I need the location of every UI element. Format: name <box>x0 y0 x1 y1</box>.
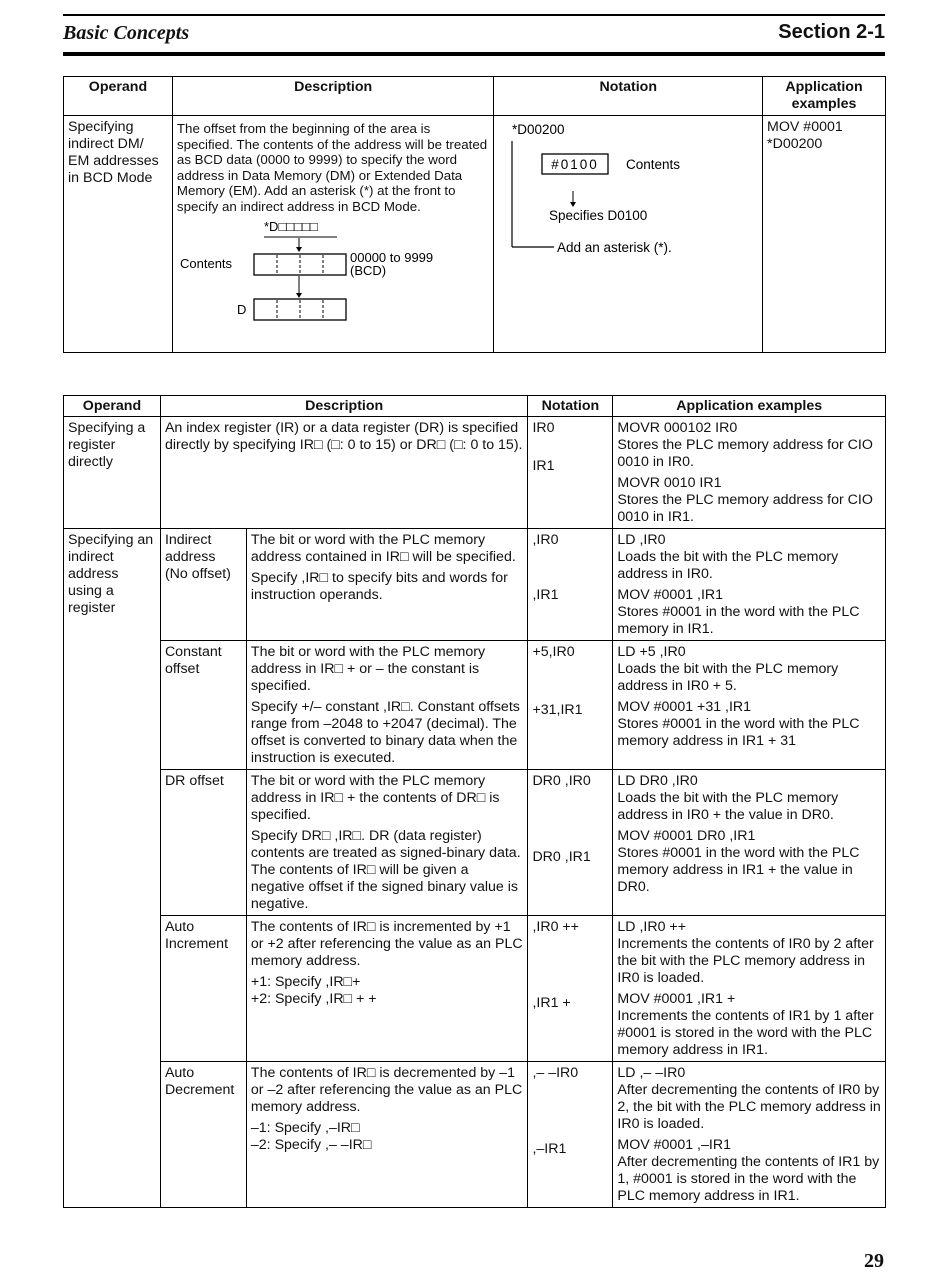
description-text: –2: Specify ,– –IR□ <box>250 1137 372 1153</box>
example-code: MOV #0001 DR0 ,IR1 <box>617 828 756 844</box>
description-text: The bit or word with the PLC memory address in IR□ + the contents of DR□ is specified. <box>250 773 500 823</box>
notation-contents: Contents <box>626 157 681 172</box>
notation-line: ,IR1 + <box>532 995 571 1011</box>
description-text: The contents of IR□ is incremented by +1 or +2 after referencing the value as an PLC memory address. <box>250 919 523 969</box>
col-operand: Operand <box>64 77 173 116</box>
example-text: Stores the PLC memory address for CIO 0010 in IR1. <box>617 492 873 525</box>
examples-cell <box>613 641 886 770</box>
col-description: Description <box>160 396 528 417</box>
description-text: Specify +/– constant ,IR□. Constant offsets range from –2048 to +2047 (decimal). The offset is converted to binary data when the instruction is executed. <box>250 699 520 766</box>
table-row-direct <box>64 417 886 529</box>
example-code: LD ,IR0 <box>617 532 666 548</box>
notation-line: +5,IR0 <box>532 644 575 660</box>
notation-line: ,– –IR0 <box>532 1065 579 1081</box>
notation-cell <box>528 529 613 641</box>
col-notation: Notation <box>494 77 763 116</box>
notation-cell <box>528 916 613 1062</box>
bcd-mode-table <box>63 76 886 353</box>
notation-cell <box>528 417 613 529</box>
description-text: The offset from the beginning of the area is specified. The contents of the address will be treated as BCD data (0000 to 9999) to specify the word address in Data Memory (DM) or Extended Data Memory (EM). Add an asterisk (*) at the front to specify an indirect address in BCD Mode. <box>176 121 488 214</box>
example-text: Stores the PLC memory address for CIO 0010 in IR0. <box>617 437 873 470</box>
notation-diagram <box>498 119 758 339</box>
notation-line: DR0 ,IR0 <box>532 773 591 789</box>
operand-cell: Specifying indirect DM/ EM addresses in BCD Mode <box>64 116 173 353</box>
register-addressing-table <box>63 395 886 1208</box>
diagram-contents-label: Contents <box>179 256 232 271</box>
example-line: *D00200 <box>767 136 823 152</box>
notation-cell <box>528 641 613 770</box>
notation-line: DR0 ,IR1 <box>532 849 591 865</box>
table-row-indirect <box>64 529 886 641</box>
operand-cell: Specifying a register directly <box>64 417 161 529</box>
diagram-d-label: D <box>236 302 247 317</box>
sub-operand-cell: Auto Increment <box>160 916 246 1062</box>
diagram-range-unit: (BCD) <box>349 263 387 278</box>
example-code: MOV #0001 ,IR1 <box>617 587 724 603</box>
example-text: Stores #0001 in the word with the PLC memory address in IR1 + the value in DR0. <box>617 845 860 895</box>
description-text: –1: Specify ,–IR□ <box>250 1120 360 1136</box>
example-code: MOV #0001 ,IR1 + <box>617 991 736 1007</box>
description-text: The contents of IR□ is decremented by –1 or –2 after referencing the value as an PLC memory address. <box>250 1065 523 1115</box>
bcd-diagram <box>177 214 490 344</box>
examples-cell <box>613 529 886 641</box>
examples-cell <box>763 116 886 353</box>
description-cell <box>246 1062 528 1208</box>
table-header-row <box>64 77 886 116</box>
notation-line: ,IR1 <box>532 587 559 603</box>
col-notation: Notation <box>528 396 613 417</box>
example-code: LD ,IR0 ++ <box>617 919 687 935</box>
example-code: MOVR 0010 IR1 <box>617 475 722 491</box>
example-text: Loads the bit with the PLC memory address in IR0 + 5. <box>617 661 839 694</box>
col-description: Description <box>172 77 494 116</box>
notation-line: IR0 <box>532 420 555 436</box>
chapter-title: Basic Concepts <box>63 22 190 44</box>
notation-diagram-svg <box>498 119 760 339</box>
example-text: Loads the bit with the PLC memory address in IR0 + the value in DR0. <box>617 790 839 823</box>
example-code: LD +5 ,IR0 <box>617 644 686 660</box>
example-text: Stores #0001 in the word with the PLC memory in IR1. <box>617 604 860 637</box>
example-code: LD DR0 ,IR0 <box>617 773 698 789</box>
col-examples: Application examples <box>613 396 886 417</box>
description-cell <box>246 770 528 916</box>
description-cell <box>246 641 528 770</box>
description-cell: An index register (IR) or a data register (DR) is specified directly by specifying IR□ (□: 0 to 15) or DR□ (□: 0 to 15). <box>160 417 528 529</box>
page-header <box>63 14 885 56</box>
notation-cell <box>528 770 613 916</box>
description-cell <box>246 916 528 1062</box>
description-text: Specify ,IR□ to specify bits and words for instruction operands. <box>250 570 508 603</box>
example-code: MOVR 000102 IR0 <box>617 420 738 436</box>
example-text: After decrementing the contents of IR0 by 2, the bit with the PLC memory address in IR0 is loaded. <box>617 1082 881 1132</box>
table-row-auto-decrement <box>64 1062 886 1208</box>
diagram-top-label: *D□□□□□ <box>263 219 318 234</box>
description-text: The bit or word with the PLC memory address in IR□ + or – the constant is specified. <box>250 644 486 694</box>
notation-line: ,IR0 <box>532 532 559 548</box>
example-text: Stores #0001 in the word with the PLC memory address in IR1 + 31 <box>617 716 860 749</box>
table-row-auto-increment <box>64 916 886 1062</box>
examples-cell <box>613 770 886 916</box>
notation-specifies: Specifies D0100 <box>549 208 648 223</box>
sub-operand-cell: Indirect address (No offset) <box>160 529 246 641</box>
description-cell <box>246 529 528 641</box>
bcd-diagram-svg <box>177 214 491 344</box>
page-number: 29 <box>864 1250 884 1272</box>
notation-asterisk: Add an asterisk (*). <box>557 240 673 255</box>
example-code: LD ,– –IR0 <box>617 1065 686 1081</box>
diagram-range-label: 00000 to 9999 <box>349 250 434 265</box>
section-number: Section 2-1 <box>778 21 885 43</box>
description-text: The bit or word with the PLC memory address contained in IR□ will be specified. <box>250 532 516 565</box>
table-header-row <box>64 396 886 417</box>
sub-operand-cell: Constant offset <box>160 641 246 770</box>
description-cell <box>172 116 494 353</box>
description-text: +2: Specify ,IR□ + + <box>250 991 377 1007</box>
example-text: Increments the contents of IR0 by 2 after the bit with the PLC memory address in IR0 is loaded. <box>617 936 874 986</box>
notation-address: *D00200 <box>512 122 565 137</box>
table-row-constant-offset <box>64 641 886 770</box>
example-code: MOV #0001 ,–IR1 <box>617 1137 731 1153</box>
notation-value: #0100 <box>551 157 600 172</box>
col-operand: Operand <box>64 396 161 417</box>
notation-cell <box>528 1062 613 1208</box>
sub-operand-cell: DR offset <box>160 770 246 916</box>
example-code: MOV #0001 +31 ,IR1 <box>617 699 752 715</box>
operand-cell: Specifying an indirect address using a register <box>64 529 161 1208</box>
example-text: Loads the bit with the PLC memory address in IR0. <box>617 549 839 582</box>
notation-line: ,IR0 ++ <box>532 919 579 935</box>
examples-cell <box>613 916 886 1062</box>
example-text: After decrementing the contents of IR1 by 1, #0001 is stored in the word with the PLC memory address in IR1. <box>617 1154 880 1204</box>
sub-operand-cell: Auto Decrement <box>160 1062 246 1208</box>
notation-cell <box>494 116 763 353</box>
notation-line: IR1 <box>532 458 555 474</box>
description-text: +1: Specify ,IR□+ <box>250 974 361 990</box>
notation-line: +31,IR1 <box>532 702 583 718</box>
example-line: MOV #0001 <box>767 119 843 135</box>
col-examples: Application examples <box>763 77 886 116</box>
table-row <box>64 116 886 353</box>
examples-cell <box>613 1062 886 1208</box>
table-row-dr-offset <box>64 770 886 916</box>
example-text: Increments the contents of IR1 by 1 after #0001 is stored in the word with the PLC memory address in IR1. <box>617 1008 874 1058</box>
notation-line: ,–IR1 <box>532 1141 567 1157</box>
description-text: Specify DR□ ,IR□. DR (data register) contents are treated as signed-binary data. The contents of IR□ will be given a negative offset if the signed binary value is negative. <box>250 828 521 912</box>
examples-cell <box>613 417 886 529</box>
